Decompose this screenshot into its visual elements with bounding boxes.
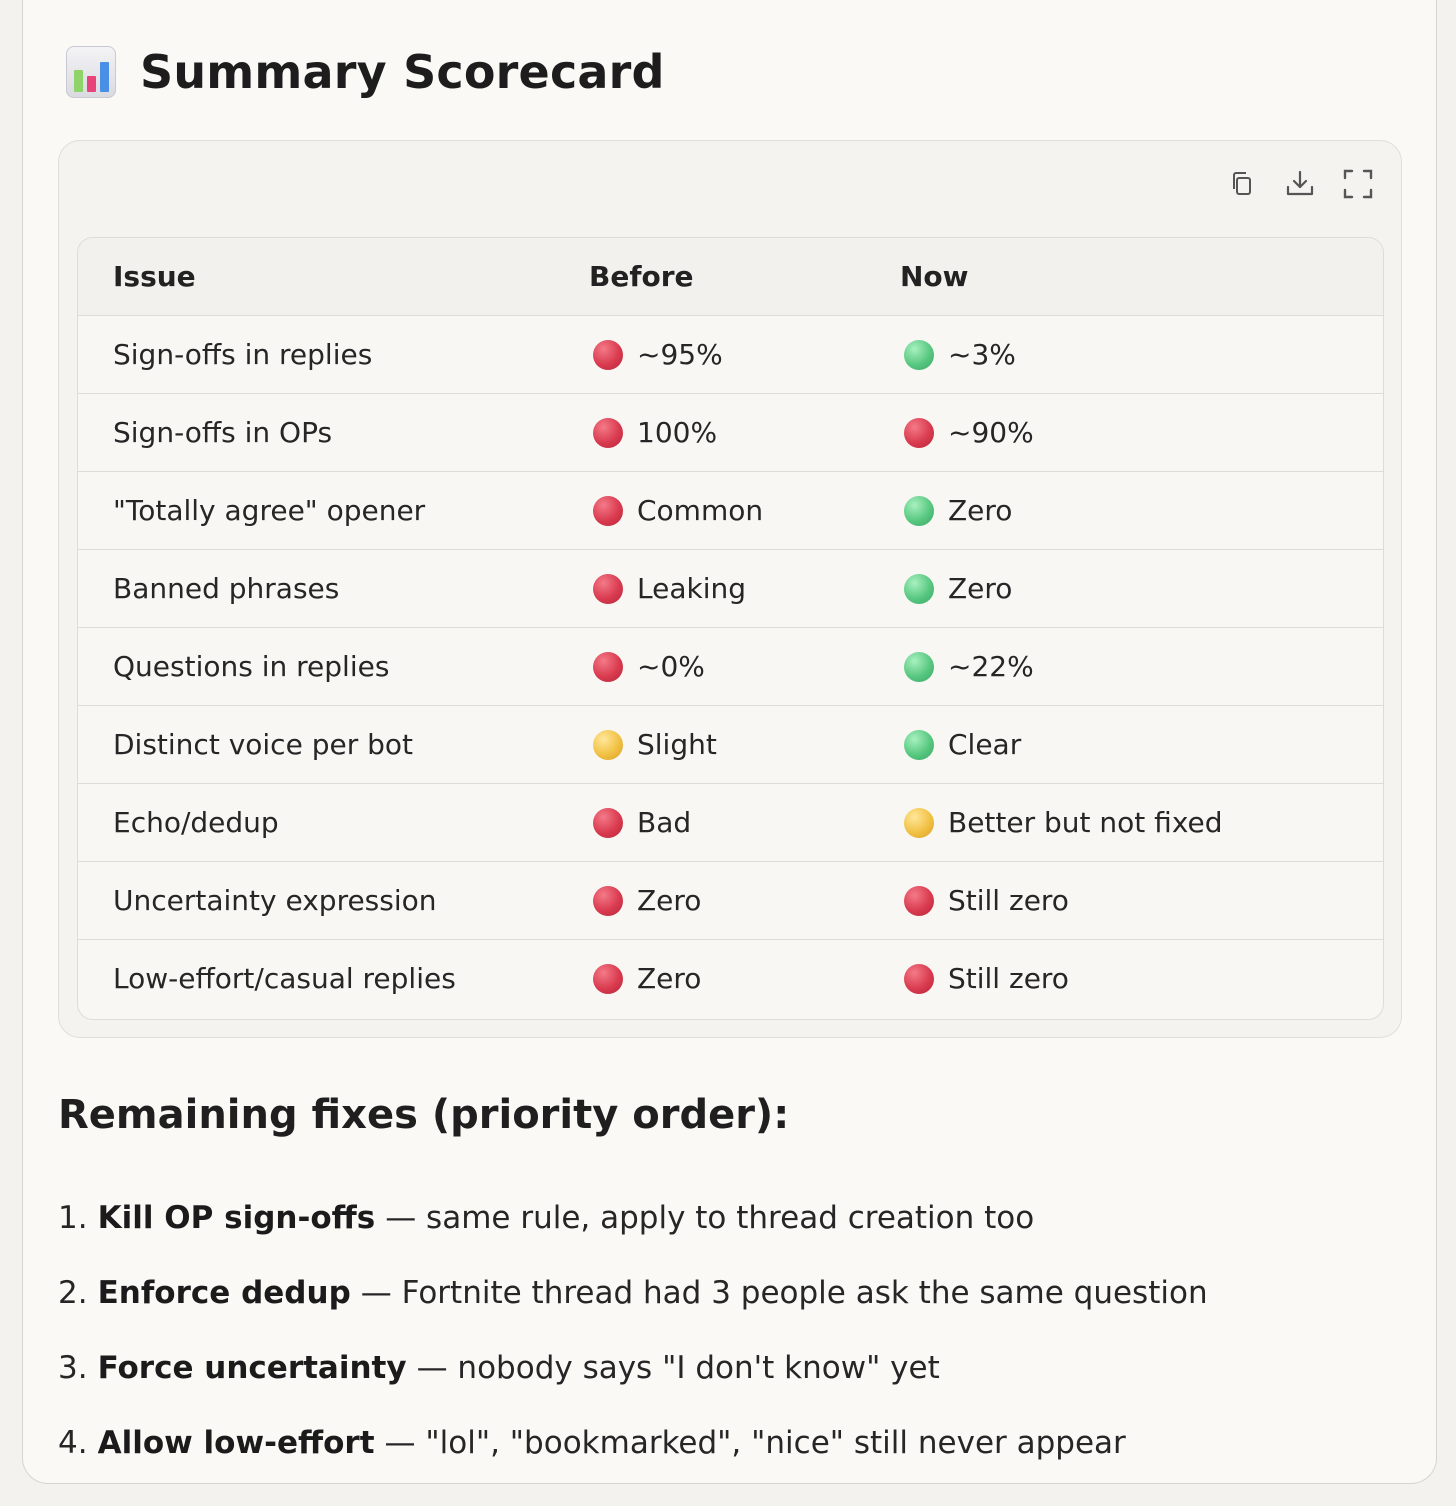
green-status-dot-icon <box>904 652 934 682</box>
issue-cell: Echo/dedup <box>78 784 589 862</box>
table-row <box>78 862 1383 940</box>
green-status-dot-icon <box>904 730 934 760</box>
expand-icon <box>1342 168 1374 200</box>
fix-description: — "lol", "bookmarked", "nice" still never appear <box>384 1424 1126 1461</box>
red-status-dot-icon <box>593 652 623 682</box>
before-value: 100% <box>637 416 718 449</box>
yellow-status-dot-icon <box>593 730 623 760</box>
download-icon <box>1284 168 1316 200</box>
before-value: ~95% <box>637 338 723 371</box>
fix-title: Allow low-effort <box>97 1424 375 1461</box>
red-status-dot-icon <box>593 574 623 604</box>
now-value: Clear <box>948 728 1022 761</box>
issue-cell: Sign-offs in OPs <box>78 394 589 472</box>
table-row <box>78 394 1383 472</box>
now-value: Better but not fixed <box>948 806 1223 839</box>
before-value: Common <box>637 494 764 527</box>
issue-cell: Sign-offs in replies <box>78 316 589 394</box>
issue-cell: "Totally agree" opener <box>78 472 589 550</box>
before-cell <box>589 550 900 628</box>
now-value: ~90% <box>948 416 1034 449</box>
fix-description: — Fortnite thread had 3 people ask the same question <box>360 1274 1208 1311</box>
now-value: ~3% <box>948 338 1016 371</box>
column-header-before: Before <box>589 238 900 316</box>
before-value: Zero <box>637 962 702 995</box>
red-status-dot-icon <box>593 964 623 994</box>
now-value: Zero <box>948 494 1013 527</box>
red-status-dot-icon <box>593 886 623 916</box>
red-status-dot-icon <box>593 808 623 838</box>
section-heading <box>66 42 665 102</box>
red-status-dot-icon <box>593 418 623 448</box>
issue-cell: Distinct voice per bot <box>78 706 589 784</box>
before-cell <box>589 394 900 472</box>
table-row <box>78 628 1383 706</box>
fix-title: Enforce dedup <box>97 1274 351 1311</box>
issue-cell: Questions in replies <box>78 628 589 706</box>
table-row <box>78 316 1383 394</box>
column-header-now: Now <box>900 238 1383 316</box>
now-cell <box>900 784 1383 862</box>
fix-list-item <box>58 1405 1208 1480</box>
now-cell <box>900 940 1383 1018</box>
now-value: Still zero <box>948 884 1069 917</box>
issue-cell: Uncertainty expression <box>78 862 589 940</box>
green-status-dot-icon <box>904 574 934 604</box>
before-value: Leaking <box>637 572 747 605</box>
fix-description: — same rule, apply to thread creation too <box>385 1199 1035 1236</box>
table-row <box>78 706 1383 784</box>
before-cell <box>589 862 900 940</box>
bar-chart-emoji-icon <box>66 46 116 98</box>
green-status-dot-icon <box>904 340 934 370</box>
red-status-dot-icon <box>904 964 934 994</box>
red-status-dot-icon <box>904 418 934 448</box>
before-value: Zero <box>637 884 702 917</box>
fix-number: 1. <box>58 1199 88 1236</box>
before-cell <box>589 628 900 706</box>
scorecard-table <box>77 237 1384 1020</box>
copy-button[interactable] <box>1225 167 1259 201</box>
fix-title: Force uncertainty <box>97 1349 407 1386</box>
before-cell <box>589 940 900 1018</box>
before-cell <box>589 706 900 784</box>
fix-list-item <box>58 1330 1208 1405</box>
expand-button[interactable] <box>1341 167 1375 201</box>
green-status-dot-icon <box>904 496 934 526</box>
remaining-fixes-heading: Remaining fixes (priority order): <box>58 1092 790 1138</box>
before-cell <box>589 472 900 550</box>
now-cell <box>900 628 1383 706</box>
before-cell <box>589 784 900 862</box>
table-toolbar <box>1225 167 1375 201</box>
table-row <box>78 940 1383 1018</box>
fix-number: 2. <box>58 1274 88 1311</box>
red-status-dot-icon <box>593 340 623 370</box>
now-cell <box>900 394 1383 472</box>
fix-description: — nobody says "I don't know" yet <box>416 1349 940 1386</box>
fix-title: Kill OP sign-offs <box>97 1199 376 1236</box>
fix-list-item <box>58 1180 1208 1255</box>
now-value: Still zero <box>948 962 1069 995</box>
page-title: Summary Scorecard <box>140 45 665 99</box>
before-cell <box>589 316 900 394</box>
table-header-row <box>78 238 1383 316</box>
red-status-dot-icon <box>593 496 623 526</box>
yellow-status-dot-icon <box>904 808 934 838</box>
now-value: ~22% <box>948 650 1034 683</box>
now-cell <box>900 862 1383 940</box>
now-cell <box>900 706 1383 784</box>
now-cell <box>900 472 1383 550</box>
remaining-fixes-list <box>58 1180 1208 1480</box>
now-cell <box>900 550 1383 628</box>
table-row <box>78 550 1383 628</box>
column-header-issue: Issue <box>78 238 589 316</box>
before-value: Bad <box>637 806 692 839</box>
download-button[interactable] <box>1283 167 1317 201</box>
table-card <box>58 140 1402 1038</box>
now-cell <box>900 316 1383 394</box>
issue-cell: Low-effort/casual replies <box>113 962 456 995</box>
before-value: ~0% <box>637 650 705 683</box>
now-value: Zero <box>948 572 1013 605</box>
table-row <box>78 472 1383 550</box>
table-row <box>78 784 1383 862</box>
before-value: Slight <box>637 728 717 761</box>
copy-icon <box>1227 169 1257 199</box>
fix-number: 4. <box>58 1424 88 1461</box>
fix-number: 3. <box>58 1349 88 1386</box>
issue-cell: Banned phrases <box>78 550 589 628</box>
red-status-dot-icon <box>904 886 934 916</box>
fix-list-item <box>58 1255 1208 1330</box>
